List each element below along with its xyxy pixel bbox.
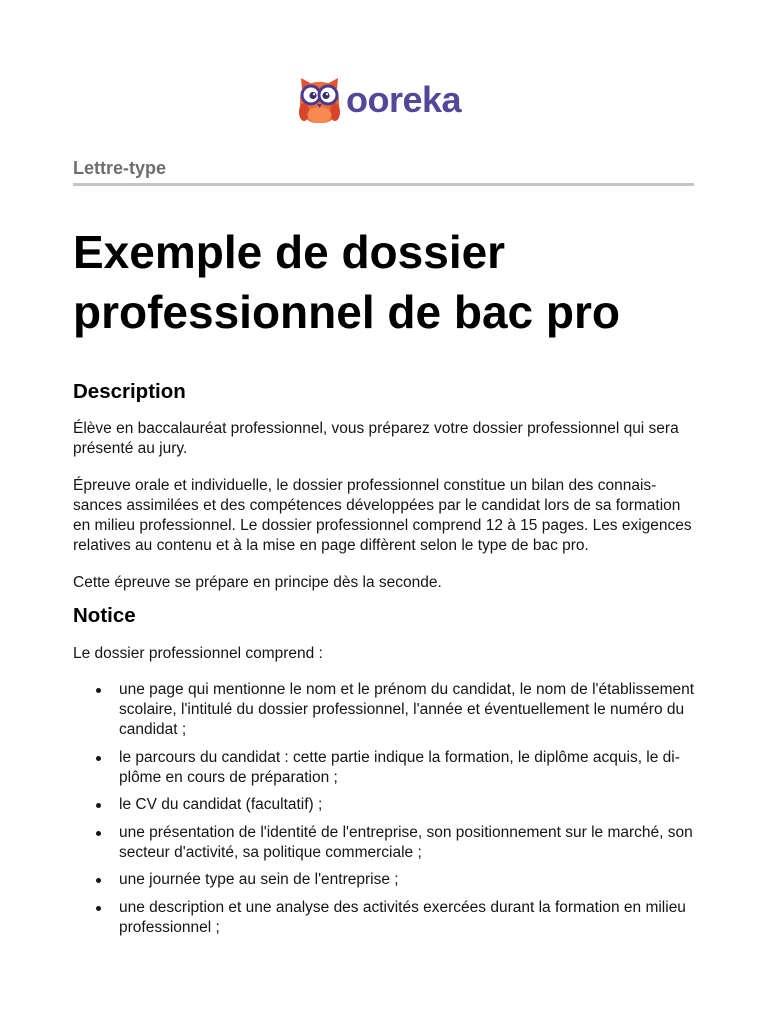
- notice-list: [73, 680, 713, 945]
- text-line: secteur d'activité, sa politique commerciale ;: [119, 843, 422, 861]
- page-title: [73, 222, 620, 342]
- text-line: sances assimilées et des compétences développées par le candidat lors de sa formation: [73, 497, 681, 514]
- text-line: Le dossier professionnel comprend :: [73, 645, 323, 662]
- list-item: [73, 823, 713, 863]
- notice-heading: Notice: [73, 604, 136, 627]
- text-line: Épreuve orale et individuelle, le dossier professionnel constitue un bilan des connais-: [73, 477, 657, 494]
- logo-wordmark: ooreka: [346, 79, 462, 120]
- text-line: le parcours du candidat : cette partie indique la formation, le diplôme acquis, le di-: [119, 748, 680, 766]
- text-line: professionnel ;: [119, 918, 220, 936]
- text-line: relatives au contenu et à la mise en page diffèrent selon le type de bac pro.: [73, 537, 589, 554]
- text-line: une présentation de l'identité de l'entreprise, son positionnement sur le marché, son: [119, 823, 693, 841]
- category-label: Lettre-type: [73, 158, 167, 178]
- bullet-icon: [96, 688, 101, 693]
- notice-intro: [73, 644, 323, 664]
- bullet-icon: [96, 878, 101, 883]
- bullet-icon: [96, 756, 101, 761]
- title-line: professionnel de bac pro: [73, 286, 620, 338]
- title-line: Exemple de dossier: [73, 226, 506, 278]
- bullet-icon: [96, 906, 101, 911]
- text-line: une description et une analyse des activités exercées durant la formation en milieu: [119, 898, 686, 916]
- list-item: [73, 748, 713, 788]
- text-line: une page qui mentionne le nom et le prénom du candidat, le nom de l'établissement: [119, 681, 695, 698]
- text-line: le CV du candidat (facultatif) ;: [119, 796, 323, 813]
- text-line: scolaire, l'intitulé du dossier professionnel, l'année et éventuellement le numéro du: [119, 701, 685, 718]
- description-paragraph: [73, 476, 692, 556]
- description-paragraph: [73, 573, 442, 593]
- text-line: plôme en cours de préparation ;: [119, 768, 338, 786]
- list-item: [73, 898, 713, 938]
- list-item: [73, 680, 713, 740]
- owl-logo-icon: [297, 77, 342, 125]
- text-line: Cette épreuve se prépare en principe dès la seconde.: [73, 574, 442, 591]
- text-line: Élève en baccalauréat professionnel, vous préparez votre dossier professionnel qui sera: [73, 420, 679, 437]
- category-divider: [73, 183, 694, 186]
- description-heading: Description: [73, 380, 186, 403]
- description-paragraph: [73, 419, 679, 459]
- list-item: [73, 795, 713, 815]
- text-line: candidat ;: [119, 721, 187, 738]
- text-line: une journée type au sein de l'entreprise ;: [119, 871, 399, 888]
- bullet-icon: [96, 831, 101, 836]
- list-item: [73, 870, 713, 890]
- text-line: en milieu professionnel. Le dossier professionnel comprend 12 à 15 pages. Les exigences: [73, 517, 692, 534]
- text-line: présenté au jury.: [73, 440, 188, 457]
- bullet-icon: [96, 803, 101, 808]
